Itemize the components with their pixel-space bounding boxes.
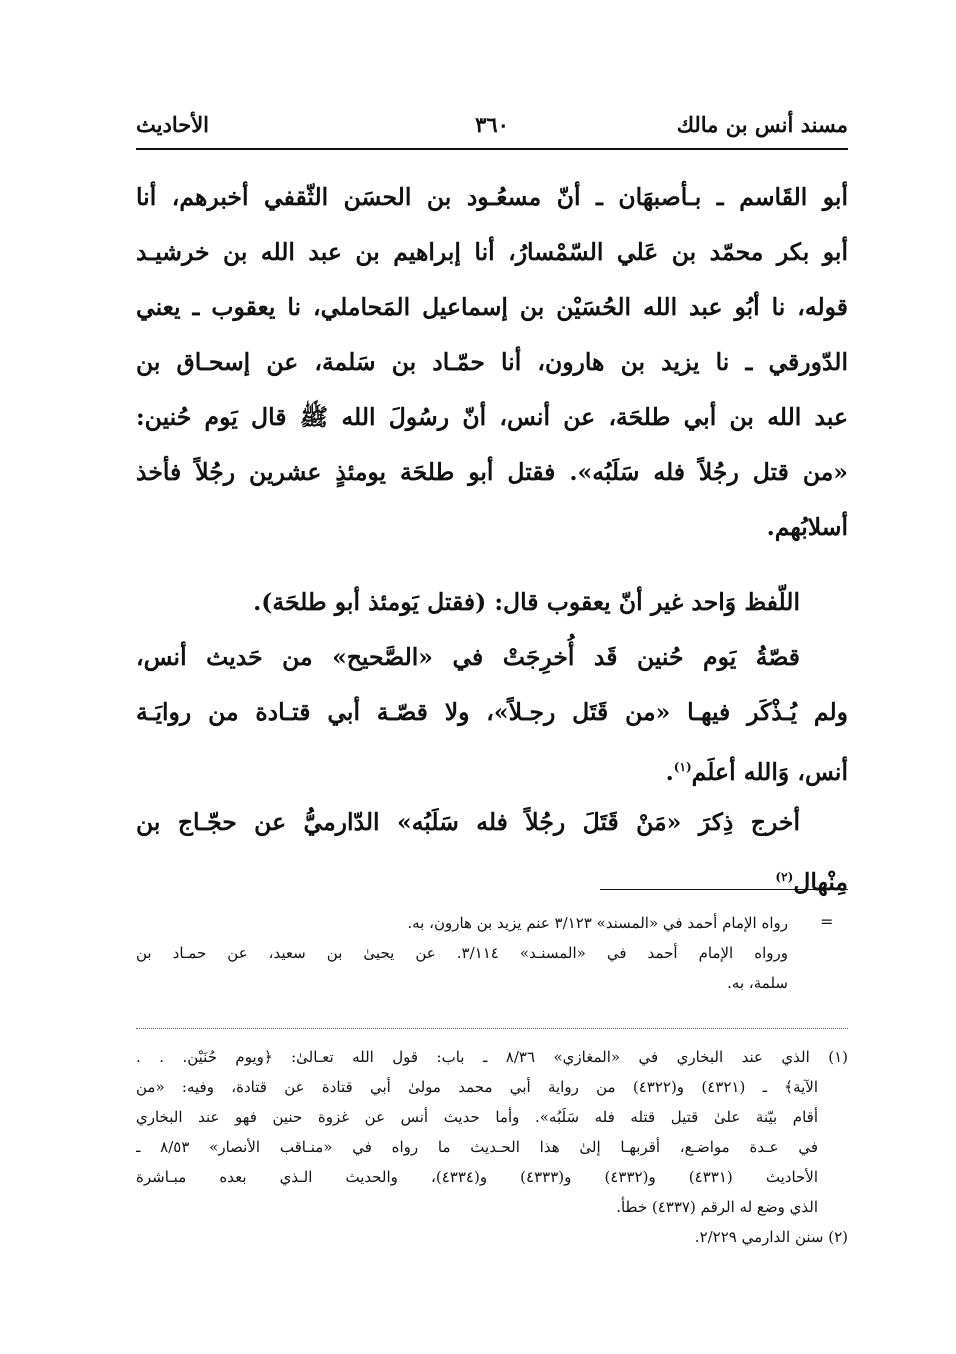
text-line: «من قتل رجُلاً فله سَلَبُه». فقتل أبو طلحَة يومئذٍ عشرين رجُلاً فأخذ (136, 458, 848, 486)
footnote-line: رواه الإمام أحمد في «المسند» ٣/١٢٣ عنم يزيد بن هارون، به. (407, 914, 788, 932)
footnote-line: ورواه الإمام أحمد في «المسنـد» ٣/١١٤. عن يحيىٰ بن سعيد، عن حمـاد بن (136, 944, 789, 962)
text-line: قصّةُ يَوم حُنين قَد أُخرِجَتْ في «الصَّحيح» من حَديث أنس، (136, 643, 800, 671)
page-header (136, 108, 848, 148)
footnote-line: (٢) سنن الدارمي ٢/٢٢٩. (694, 1228, 848, 1246)
text-line: ولم يُـذْكَر فيهـا «من قَتَل رجـلاً»، ولا قصّـة أبي قتـادة من روايَـة (136, 698, 848, 726)
footnote-line: الآية﴾ ـ (٤٣٢١) و(٤٣٢٢) من رواية أبي محمد مولىٰ أبي قتادة عن قتادة، وفيه: «من (136, 1078, 819, 1096)
continuation-marker: = (820, 912, 834, 931)
footnotes (136, 1042, 848, 1252)
text-line (136, 850, 848, 905)
footnote-line: أقام بيّنة علىٰ قتيل قتله فله سَلَبُه». وأما حديث أنس عن غزوة حنين فهو عند البخاري (136, 1108, 818, 1126)
text-line: الدّورقي ـ نا يزيد بن هارون، أنا حمّـاد بن سَلمة، عن إسحـاق بن (136, 348, 848, 376)
header-page-number: ٣٦٠ (475, 112, 509, 137)
text-line: أسلابُهم. (766, 513, 848, 541)
text-line: أخرج ذِكرَ «مَنْ قَتَلَ رجُلاً فله سَلَبُه» الدّارميُّ عن حجّـاج بن (136, 808, 800, 836)
footnote-line: سلمة، به. (727, 974, 788, 992)
footnote-line: الأحاديث (٤٣٣١) و(٤٣٣٢) و(٤٣٣٣) و(٤٣٣٤)، والحديث الـذي بعده مبـاشرة (136, 1168, 819, 1186)
header-divider (136, 148, 848, 150)
text-fragment: . (665, 757, 674, 786)
text-line: أبو بكر محمّد بن عَلي السّمْسارُ، أنا إبراهيم بن عبد الله بن خرشيـد (136, 238, 848, 266)
footnote-line: (١) الذي عند البخاري في «المغازي» ٨/٣٦ ـ باب: قول الله تعـالىٰ: ﴿ويوم حُنَيْن. . . (136, 1048, 848, 1066)
footnote-line: الذي وضع له الرقم (٤٣٣٧) خطأ. (616, 1198, 818, 1216)
main-text (136, 170, 848, 905)
text-line: عبد الله بن أبي طلحَة، عن أنس، أنّ رسُولَ الله ﷺ قال يَوم حُنين: (136, 403, 848, 431)
footnote-separator (136, 1028, 848, 1029)
header-book-title: مسند أنس بن مالك (676, 112, 848, 137)
footnote-reference[interactable]: (١) (673, 760, 692, 774)
continued-footnotes (136, 908, 848, 998)
header-section-title: الأحاديث (136, 112, 210, 137)
text-line: أبو القَاسم ـ بـأصبهَان ـ أنّ مسعُـود بن الحسَن الثّقفي أخبرهم، أنا (136, 183, 848, 211)
text-line: قوله، نا أبُو عبد الله الحُسَيْن بن إسماعيل المَحاملي، نا يعقوب ـ يعني (136, 293, 848, 321)
text-fragment: مِنْهال (793, 867, 848, 896)
text-line: اللّفظ وَاحد غير أنّ يعقوب قال: (فقتل يَومئذ أبو طلحَة). (253, 588, 800, 616)
text-fragment: أنس، وَالله أعلَم (691, 757, 848, 786)
footnote-reference[interactable]: (٢) (775, 870, 794, 884)
footnote-line: في عـدة مواضـع، أقربهـا إلىٰ هذا الحـديث ما رواه في «منـاقب الأنصار» ٨/٥٣ ـ (136, 1138, 818, 1156)
text-line (136, 740, 848, 795)
footnote-divider (600, 889, 848, 890)
